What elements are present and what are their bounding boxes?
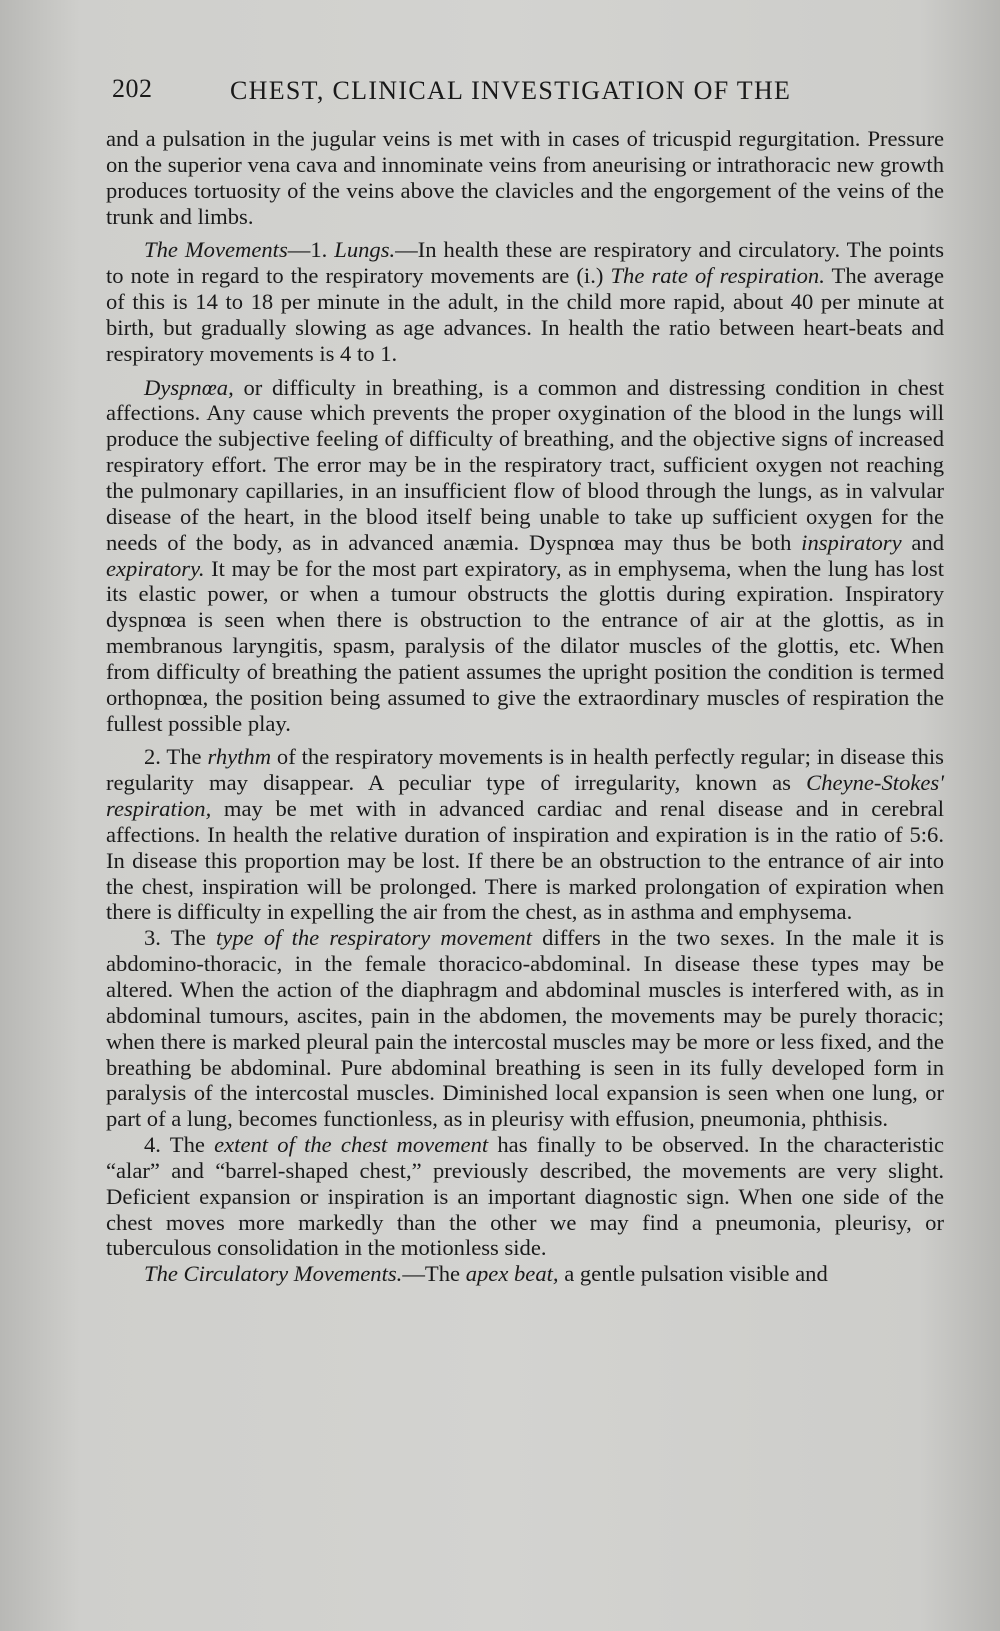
text-run: —In health these are respiratory and circulatory. The points to note in regard to the respiratory movements are (i.) bbox=[106, 237, 944, 289]
section-heading-circulatory: The Circulatory Movements. bbox=[144, 1261, 403, 1287]
term-extent-of-movement: extent of the chest movement bbox=[214, 1132, 489, 1158]
text-run: 2. The bbox=[144, 744, 208, 770]
text-run: —The bbox=[402, 1261, 466, 1287]
text-run: or difficulty in breathing, is a common and distressing condition in chest affections. Any cause which prevents the proper oxygination of the blood in the lungs will produce the subjective feeling of difficulty of breathing, and the objective signs of increased respiratory effort. The error may be in the respiratory tract, sufficient oxygen not reaching the pulmonary capillaries, in an insufficient flow of blood through the lungs, as in valvular disease of the heart, in the blood itself being unable to take up sufficient oxygen for the needs of the body, as in advanced anæmia. Dyspnœa may thus be both bbox=[106, 374, 944, 555]
term-expiratory: expiratory. bbox=[106, 555, 205, 581]
paragraph-veins bbox=[106, 126, 944, 229]
section-heading-movements: The Movements bbox=[144, 237, 288, 263]
paragraph-text: and a pulsation in the jugular veins is met with in cases of tricuspid regurgitation. Pressure on the superior vena cava and innominate veins from aneurising or intrathoracic new growth produces tortuosity of the veins above the clavicles and the engorgement of the veins of the trunk and limbs. bbox=[106, 126, 944, 229]
term-cheyne-stokes: Cheyne-Stokes' respiration, bbox=[106, 770, 944, 822]
paragraph-movements-lungs bbox=[106, 237, 944, 366]
text-run: may be met with in advanced cardiac and renal disease and in cerebral affections. In health the relative duration of inspiration and expiration is in the ratio of 5:6. In disease this proportion may be lost. If there be an obstruction to the entrance of air into the chest, inspiration will be prolonged. There is marked prolongation of expiration when there is difficulty in expelling the air from the chest, as in asthma and emphysema. bbox=[106, 796, 944, 925]
text-run: —1. bbox=[287, 237, 335, 263]
paragraph-rhythm bbox=[106, 744, 944, 925]
text-run: and bbox=[901, 529, 944, 555]
text-run: has finally to be observed. In the characteristic “alar” and “barrel-shaped chest,” previously described, the movements are very slight. Deficient expansion or inspiration is an important diagnostic sign. When one side of the chest moves more markedly than the other we may find a pneumonia, pleurisy, or tuberculous consolidation in the motionless side. bbox=[106, 1132, 945, 1261]
subheading-lungs: Lungs. bbox=[334, 237, 396, 263]
page-number: 202 bbox=[112, 74, 153, 103]
term-apex-beat: apex beat, bbox=[465, 1261, 559, 1287]
body-text bbox=[106, 126, 944, 1287]
term-inspiratory: inspiratory bbox=[801, 529, 902, 555]
paragraph-type bbox=[106, 925, 944, 1132]
term-dyspnoea: Dyspnœa, bbox=[144, 374, 234, 400]
text-run: differs in the two sexes. In the male it is abdomino-thoracic, in the female thoracico-abdominal. In disease these types may be altered. When the action of the diaphragm and abdominal muscles is interfered with, as in abdominal tumours, ascites, pain in the abdomen, the movements may be purely thoracic; when there is marked pleural pain the intercostal muscles may be more or less fixed, and the breathing be abdominal. Pure abdominal breathing is seen in its fully developed form in paralysis of the intercostal muscles. Diminished local expansion is seen when one lung, or part of a lung, becomes functionless, as in pleurisy with effusion, pneumonia, phthisis. bbox=[106, 925, 944, 1132]
paragraph-extent bbox=[106, 1132, 944, 1261]
running-head bbox=[112, 74, 830, 114]
text-run: 4. The bbox=[144, 1132, 215, 1158]
term-rhythm: rhythm bbox=[207, 744, 272, 770]
term-rate-of-respiration: The rate of respiration. bbox=[610, 263, 825, 289]
text-run: The average of this is 14 to 18 per minute in the adult, in the child more rapid, about 40 per minute at birth, but gradually slowing as age advances. In health the ratio between heart-beats and respiratory movements is 4 to 1. bbox=[106, 263, 944, 366]
text-run: a gentle pulsation visible and bbox=[558, 1261, 828, 1287]
text-run: 3. The bbox=[144, 925, 217, 951]
running-title: CHEST, CLINICAL INVESTIGATION OF THE bbox=[230, 76, 792, 105]
text-run: of the respiratory movements is in health perfectly regular; in disease this regularity may disappear. A peculiar type of irregularity, known as bbox=[106, 744, 944, 796]
paragraph-dyspnoea bbox=[106, 375, 944, 737]
paragraph-circulatory bbox=[106, 1261, 944, 1287]
text-run: It may be for the most part expiratory, as in emphysema, when the lung has lost its elastic power, or when a tumour obstructs the glottis during expiration. Inspiratory dyspnœa is seen when there is obstruction to the entrance of air at the glottis, as in membranous laryngitis, spasm, paralysis of the dilator muscles of the glottis, etc. When from difficulty of breathing the patient assumes the upright position the condition is termed orthopnœa, the position being assumed to give the extraordinary muscles of respiration the fullest possible play. bbox=[106, 555, 944, 736]
term-type-of-movement: type of the respiratory movement bbox=[216, 925, 532, 951]
